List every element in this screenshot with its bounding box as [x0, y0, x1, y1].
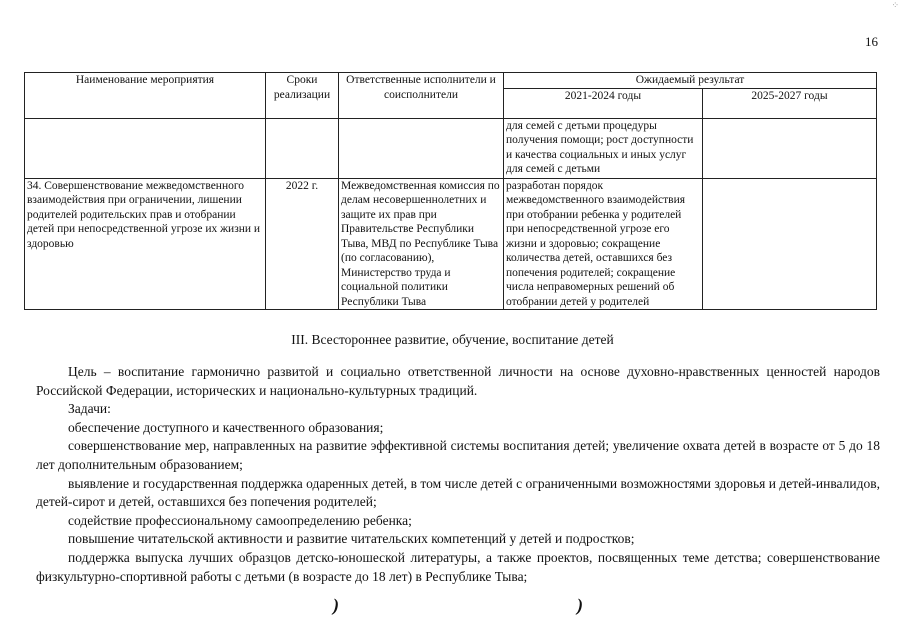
cell-name — [25, 118, 266, 178]
page-number: 16 — [865, 34, 878, 49]
measures-table — [24, 72, 877, 310]
header-period-2021-2024: 2021-2024 годы — [504, 88, 703, 118]
header-period-2025-2027: 2025-2027 годы — [703, 88, 877, 118]
paragraph-task: обеспечение доступного и качественного образования; — [68, 419, 384, 435]
paragraph-task: совершенствование мер, направленных на развитие эффективной системы воспитания детей; увеличение охвата детей в возрасте от 5 до 18 лет дополнительным образованием; — [36, 438, 880, 472]
bottom-mark-left: ) — [333, 595, 339, 615]
header-terms: Сроки реализации — [266, 73, 339, 119]
paragraph-task: выявление и государственная поддержка одаренных детей, в том числе детей с ограниченными возможностями здоровья и детей-инвалидов, детей-сирот и детей, оставшихся без попечения родителей; — [36, 475, 880, 510]
corner-scan-mark: ⁘ — [891, 0, 899, 10]
paragraph-task: содействие профессиональному самоопределению ребенка; — [68, 512, 412, 528]
header-expected-result: Ожидаемый результат — [504, 73, 877, 89]
cell-responsible: Межведомственная комиссия по делам несовершеннолетних и защите их прав при Правительстве Республики Тыва, МВД по Республике Тыва (по согласованию), Министерство труда и социальной политики Республики Тыва — [339, 178, 504, 310]
cell-result-2021-2024: разработан порядок межведомственного взаимодействия при отобрании ребенка у родителей при непосредственной угрозе его жизни и здоровью; сокращение количества детей, оставшихся без попечения родителей; сокращение числа неправомерных решений об отобрании детей у родителей — [504, 178, 703, 310]
bottom-mark-right: ) — [577, 595, 583, 615]
cell-name: 34. Совершенствование межведомственного взаимодействия при ограничении, лишении родителей родительских прав и отобрании детей при непосредственной угрозе их жизни и здоровью — [25, 178, 266, 310]
cell-terms: 2022 г. — [266, 178, 339, 310]
paragraph-goal: Цель – воспитание гармонично развитой и социально ответственной личности на основе духовно-нравственных ценностей народов Российской Федерации, исторических и национально-культурных традиций. — [36, 364, 880, 398]
table-row — [25, 178, 877, 310]
paragraph-tasks-heading: Задачи: — [68, 401, 111, 417]
header-responsible: Ответственные исполнители и соисполнители — [339, 73, 504, 119]
cell-result-2021-2024: для семей с детьми процедуры получения помощи; рост доступности и качества социальных и иных услуг для семей с детьми — [504, 118, 703, 178]
header-name: Наименование мероприятия — [25, 73, 266, 119]
cell-result-2025-2027 — [703, 178, 877, 310]
paragraph-task: поддержка выпуска лучших образцов детско-юношеской литературы, а также проектов, посвященных теме детства; совершенствование физкультурно-спортивной работы с детьми (в возрасте до 18 лет) в Республике Тыва; — [36, 549, 880, 584]
table-row — [25, 118, 877, 178]
cell-responsible — [339, 118, 504, 178]
section-title: III. Всестороннее развитие, обучение, воспитание детей — [291, 332, 614, 347]
cell-result-2025-2027 — [703, 118, 877, 178]
cell-terms — [266, 118, 339, 178]
section-body — [36, 363, 880, 586]
paragraph-task: повышение читательской активности и развитие читательских компетенций у детей и подростков; — [68, 531, 635, 547]
